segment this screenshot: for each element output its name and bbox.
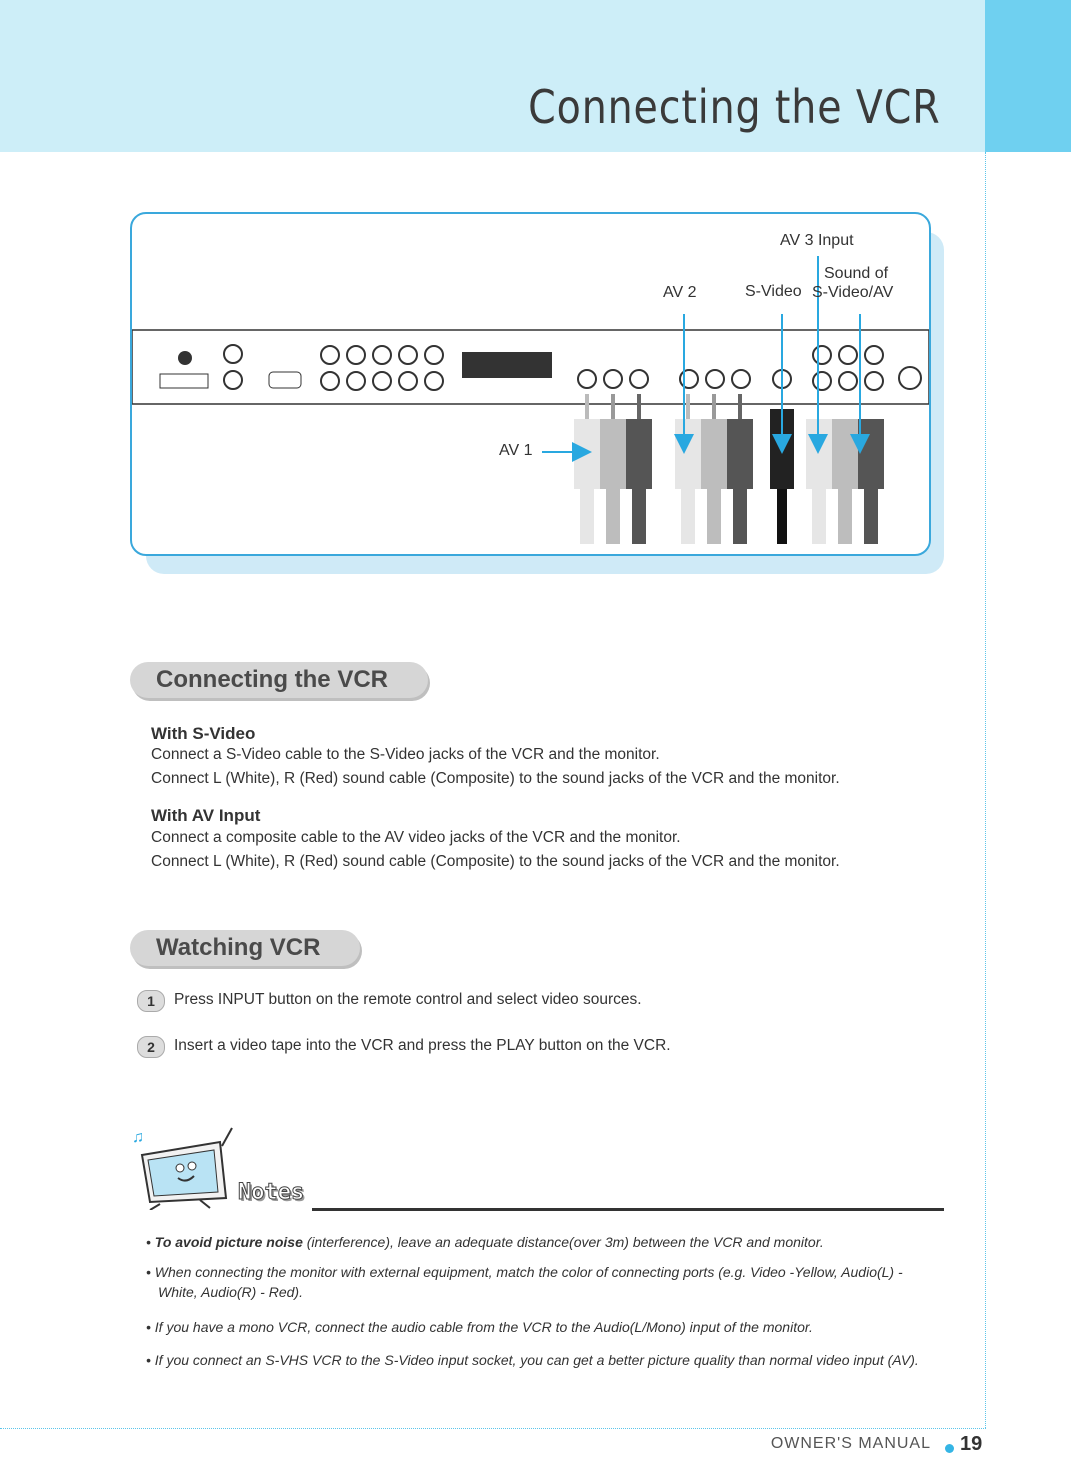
s-video-label: S-Video — [745, 283, 802, 300]
note-item: • If you have a mono VCR, connect the audio cable from the VCR to the Audio(L/Mono) input of the monitor. — [146, 1319, 813, 1335]
av-input-heading: With AV Input — [151, 806, 261, 825]
step-text: Insert a video tape into the VCR and press the PLAY button on the VCR. — [174, 1037, 671, 1054]
page-tab — [985, 0, 1071, 152]
av1-label: AV 1 — [499, 442, 533, 459]
footer-bullet-icon — [945, 1444, 954, 1453]
av2-label: AV 2 — [663, 284, 697, 301]
sound-of-label: Sound of — [824, 265, 889, 282]
av-input-line-1: Connect a composite cable to the AV video jacks of the VCR and the monitor. — [151, 829, 681, 846]
av3-input-label: AV 3 Input — [780, 232, 854, 249]
notes-divider — [312, 1208, 944, 1211]
note-item: • To avoid picture noise (interference), leave an adequate distance(over 3m) between the VCR and monitor. — [146, 1234, 824, 1250]
margin-line — [985, 152, 986, 1428]
s-video-line-1: Connect a S-Video cable to the S-Video jacks of the VCR and the monitor. — [151, 746, 660, 763]
step-number: 1 — [137, 990, 165, 1012]
rear-panel-illustration — [132, 214, 929, 554]
notes-title: Notes — [238, 1180, 305, 1205]
page-title: Connecting the VCR — [528, 80, 941, 134]
av2-plugs — [675, 394, 753, 544]
s-video-heading: With S-Video — [151, 724, 256, 743]
antenna-jack — [178, 351, 192, 365]
step-text: Press INPUT button on the remote control and select video sources. — [174, 991, 642, 1008]
tv-mascot-icon — [130, 1120, 240, 1210]
av1-plugs — [574, 394, 652, 544]
s-video-line-2: Connect L (White), R (Red) sound cable (Composite) to the sound jacks of the VCR and the monitor. — [151, 770, 840, 787]
footer-line — [0, 1428, 986, 1429]
step-number: 2 — [137, 1036, 165, 1058]
section-title-watching: Watching VCR — [130, 930, 360, 966]
section-title-connecting: Connecting the VCR — [130, 662, 428, 698]
page-number: 19 — [960, 1433, 983, 1455]
av-input-line-2: Connect L (White), R (Red) sound cable (Composite) to the sound jacks of the VCR and the monitor. — [151, 853, 840, 870]
s-video-av-label: S-Video/AV — [812, 284, 894, 301]
note-item: • When connecting the monitor with external equipment, match the color of connecting ports (e.g. Video -Yellow, Audio(L) - White, Audio(R) - Red). — [146, 1264, 903, 1300]
note-item: • If you connect an S-VHS VCR to the S-Video input socket, you can get a better picture quality than normal video input (AV). — [146, 1352, 919, 1368]
speaker-terminals — [462, 352, 552, 378]
svg-text:♫: ♫ — [132, 1129, 144, 1146]
connection-diagram — [130, 212, 931, 556]
footer-label: OWNER'S MANUAL — [770, 1435, 931, 1452]
